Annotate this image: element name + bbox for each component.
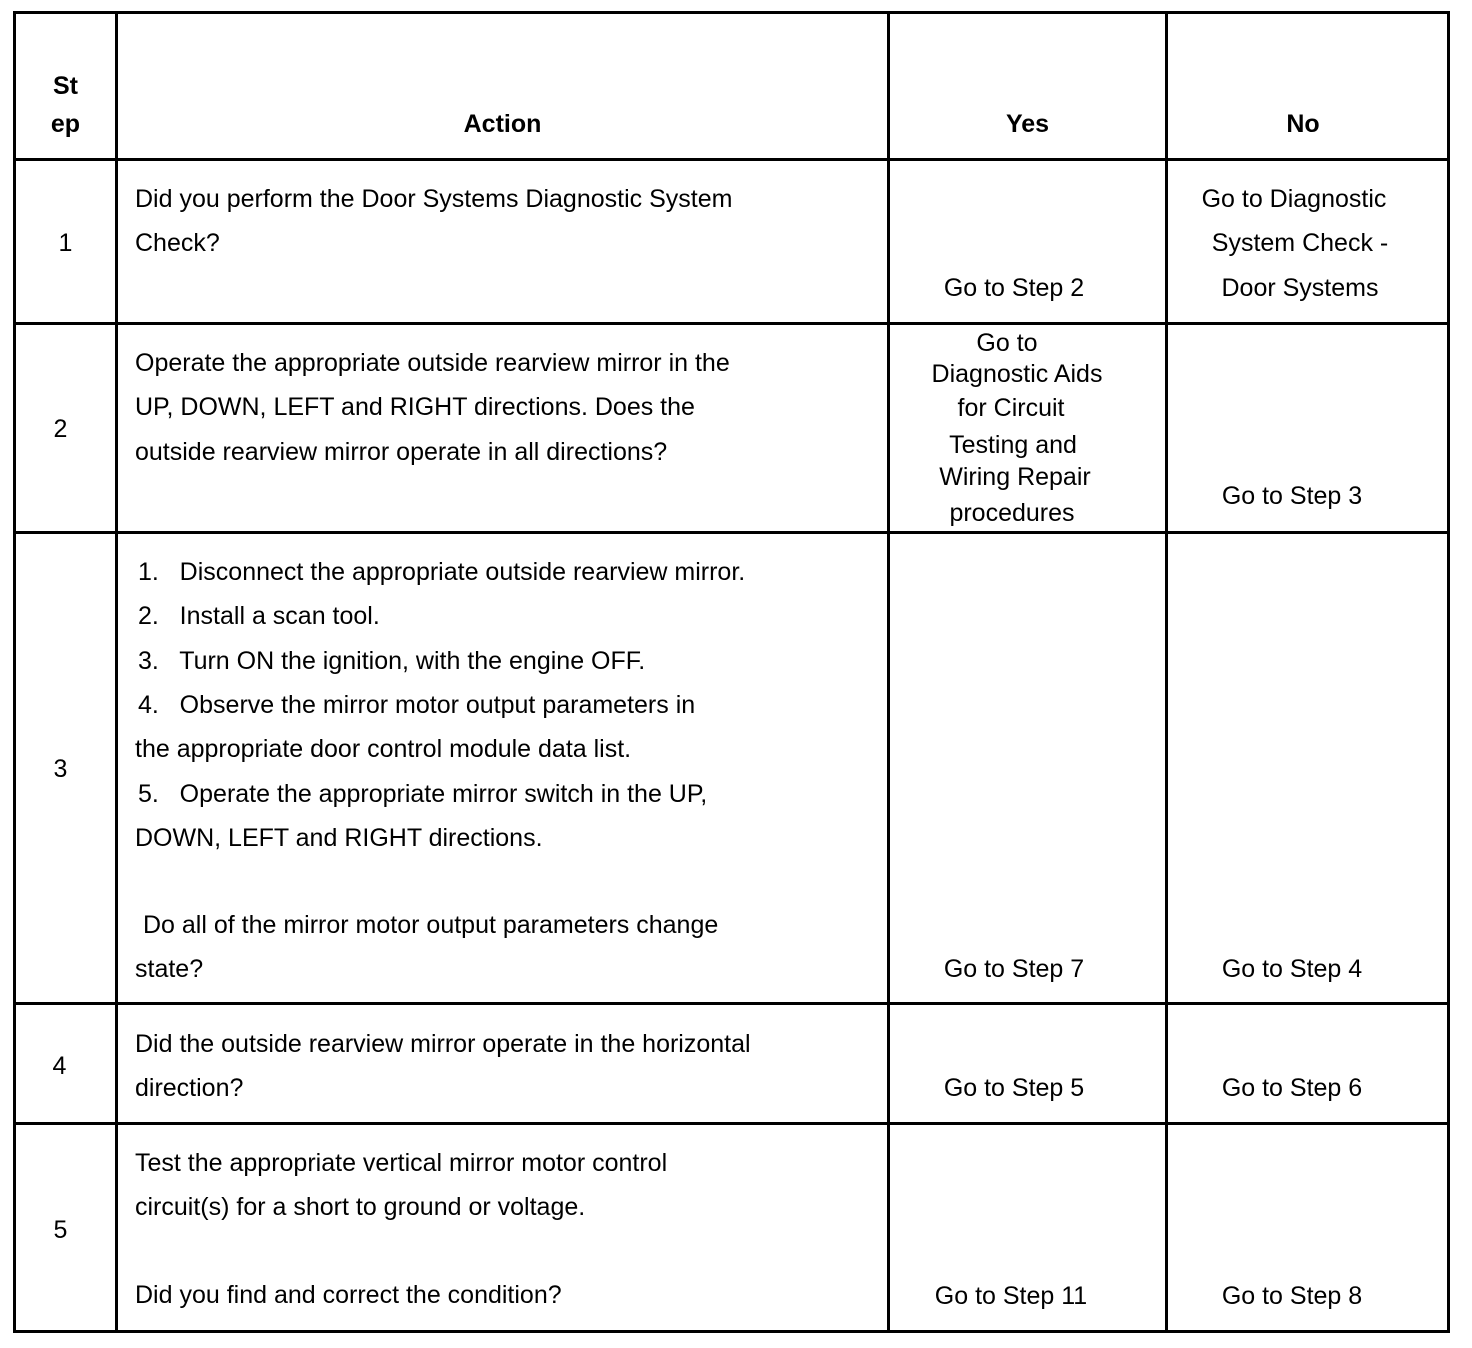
header-step-line1: St: [53, 72, 78, 100]
no-result: Door Systems: [1221, 274, 1379, 302]
action-line: Did you find and correct the condition?: [135, 1281, 562, 1309]
action-line: Test the appropriate vertical mirror motor control: [135, 1149, 668, 1177]
header-no: No: [1286, 110, 1320, 138]
action-line: Did the outside rearview mirror operate in the horizontal: [135, 1030, 751, 1058]
yes-result: Go to: [976, 329, 1038, 357]
action-line: direction?: [135, 1074, 244, 1102]
step-number: 3: [53, 755, 68, 783]
column-divider: [887, 14, 890, 1330]
action-line: 4. Observe the mirror motor output parameters in: [138, 691, 696, 719]
action-line: DOWN, LEFT and RIGHT directions.: [135, 824, 543, 852]
action-line: the appropriate door control module data list.: [135, 735, 632, 763]
column-divider: [115, 14, 118, 1330]
header-action: Action: [463, 110, 542, 138]
action-line: Did you perform the Door Systems Diagnostic System: [135, 185, 733, 213]
no-result: Go to Step 3: [1221, 482, 1363, 510]
row-divider: [16, 322, 1447, 325]
action-line: 5. Operate the appropriate mirror switch in the UP,: [138, 780, 708, 808]
action-line: outside rearview mirror operate in all directions?: [135, 438, 668, 466]
yes-result: Go to Step 7: [943, 955, 1085, 983]
yes-result: Wiring Repair: [939, 463, 1091, 491]
yes-result: Testing and: [949, 431, 1077, 459]
step-number: 4: [52, 1052, 67, 1080]
yes-result: Go to Step 5: [943, 1074, 1085, 1102]
row-divider: [16, 1122, 1447, 1125]
no-result: System Check -: [1211, 229, 1389, 257]
yes-result: Go to Step 11: [934, 1282, 1088, 1310]
yes-result: for Circuit: [957, 394, 1065, 422]
row-divider: [16, 531, 1447, 534]
action-line: Check?: [135, 229, 220, 257]
action-line: 1. Disconnect the appropriate outside rearview mirror.: [138, 558, 746, 586]
yes-result: Go to Step 2: [943, 274, 1085, 302]
no-result: Go to Step 6: [1221, 1074, 1363, 1102]
row-divider: [16, 158, 1447, 161]
step-number: 5: [53, 1216, 68, 1244]
step-number: 2: [53, 415, 68, 443]
action-line: state?: [135, 955, 204, 983]
no-result: Go to Step 4: [1221, 955, 1363, 983]
action-line: 2. Install a scan tool.: [138, 602, 380, 630]
row-divider: [16, 1002, 1447, 1005]
diagnostic-table: [13, 11, 1450, 1333]
action-line: Do all of the mirror motor output parameters change: [143, 911, 719, 939]
action-line: circuit(s) for a short to ground or voltage.: [135, 1193, 586, 1221]
yes-result: Diagnostic Aids: [931, 360, 1103, 388]
yes-result: procedures: [949, 499, 1075, 527]
action-line: 3. Turn ON the ignition, with the engine OFF.: [138, 647, 646, 675]
header-yes: Yes: [1005, 110, 1050, 138]
no-result: Go to Diagnostic: [1201, 185, 1387, 213]
no-result: Go to Step 8: [1221, 1282, 1363, 1310]
action-line: UP, DOWN, LEFT and RIGHT directions. Does the: [135, 393, 695, 421]
action-line: Operate the appropriate outside rearview mirror in the: [135, 349, 730, 377]
step-number: 1: [58, 229, 73, 257]
header-step-line2: ep: [50, 110, 81, 138]
